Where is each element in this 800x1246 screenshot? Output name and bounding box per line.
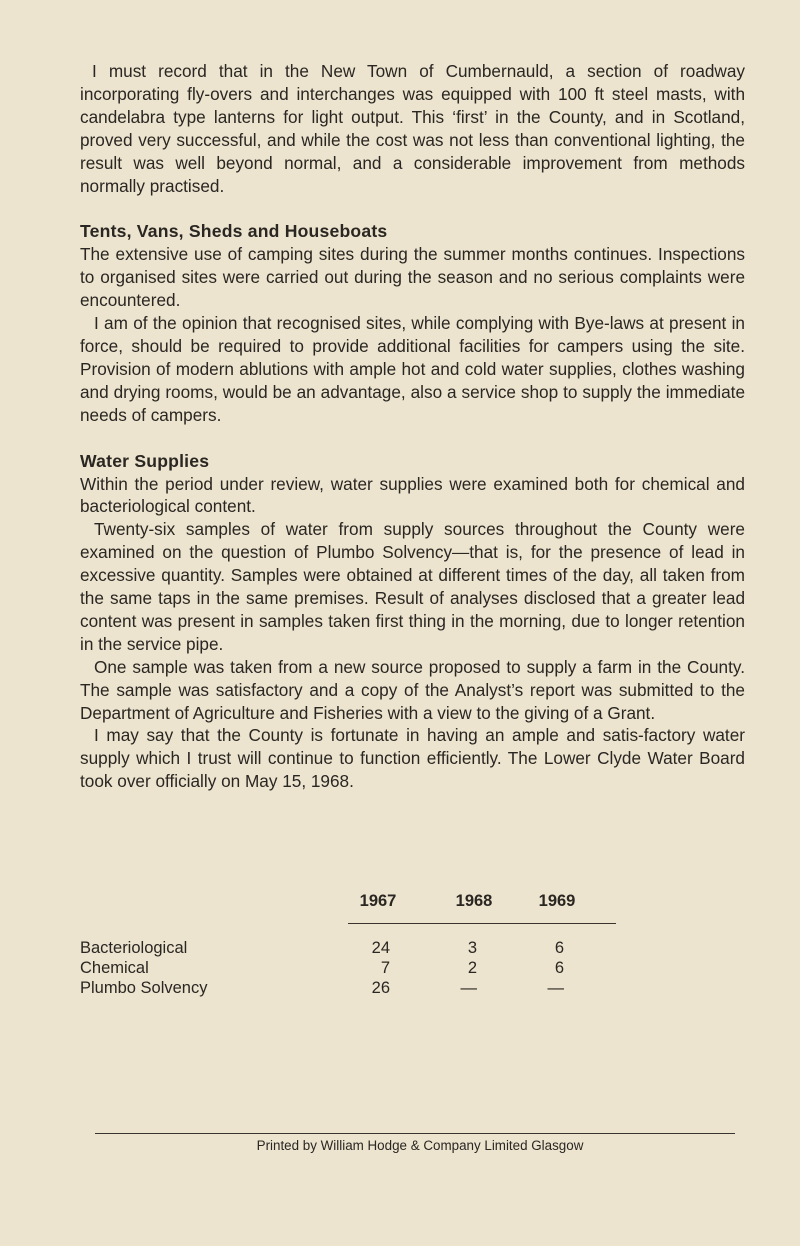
water-paragraph-4: I may say that the County is fortunate in having an ample and satis-factory water supply which I trust will continue to function efficiently. The Lower Clyde Water Board took over officially on May 15, 1968.	[80, 725, 745, 792]
bacteriological-1967: 24	[371, 939, 390, 957]
row-label-chemical: Chemical	[80, 959, 149, 977]
water-paragraph-3: One sample was taken from a new source proposed to supply a farm in the County. The sample was satisfactory and a copy of the Analyst’s report was submitted to the Department of Agriculture and Fisheries with a view to the giving of a Grant.	[80, 656, 745, 723]
printer-credit: Printed by William Hodge & Company Limited Glasgow	[256, 1138, 584, 1153]
intro-paragraph: I must record that in the New Town of Cumbernauld, a section of roadway incorporating fly-overs and interchanges was equipped with 100 ft steel masts, with candelabra type lanterns for light output. This ‘first’ in the County, and in Scotland, proved very successful, and while the cost was not less than conventional lighting, the result was well beyond normal, and a considerable improvement from methods normally practised.	[80, 61, 745, 196]
row-label-plumbo-solvency: Plumbo Solvency	[80, 979, 208, 997]
bacteriological-1968: 3	[467, 939, 477, 957]
document-page	[80, 60, 745, 793]
water-paragraph-1: Within the period under review, water supplies were examined both for chemical and bacteriological content.	[80, 473, 745, 517]
footer-rule	[95, 1133, 735, 1134]
chemical-1967: 7	[380, 959, 390, 977]
chemical-1968: 2	[467, 959, 477, 977]
year-header-1968: 1968	[455, 892, 493, 910]
row-label-bacteriological: Bacteriological	[80, 939, 188, 957]
table-header-rule	[348, 923, 616, 924]
chemical-1969: 6	[554, 959, 564, 977]
tents-paragraph-2: I am of the opinion that recognised sites, while complying with Bye-laws at present in force, should be required to provide additional facilities for campers using the site. Provision of modern ablutions with ample hot and cold water supplies, clothes washing and drying rooms, would be an advantage, also a service shop to supply the immediate needs of campers.	[80, 313, 745, 425]
tents-heading: Tents, Vans, Sheds and Houseboats	[80, 221, 388, 242]
water-paragraph-2: Twenty-six samples of water from supply sources throughout the County were examined on the question of Plumbo Solvency—that is, for the presence of lead in excessive quantity. Samples were obtained at different times of the day, all taken from the same taps in the same premises. Result of analyses disclosed that a greater lead content was present in samples taken first thing in the morning, due to longer retention in the service pipe.	[80, 519, 745, 654]
year-header-1967: 1967	[359, 892, 397, 910]
tents-paragraph-1: The extensive use of camping sites during the summer months continues. Inspections to organised sites were carried out during the season and no serious complaints were encountered.	[80, 244, 745, 311]
bacteriological-1969: 6	[554, 939, 564, 957]
plumbo-solvency-1968: —	[460, 979, 477, 997]
samples-table	[80, 890, 745, 1010]
water-heading: Water Supplies	[80, 450, 210, 471]
plumbo-solvency-1967: 26	[371, 979, 390, 997]
year-header-1969: 1969	[538, 892, 576, 910]
plumbo-solvency-1969: —	[547, 979, 564, 997]
